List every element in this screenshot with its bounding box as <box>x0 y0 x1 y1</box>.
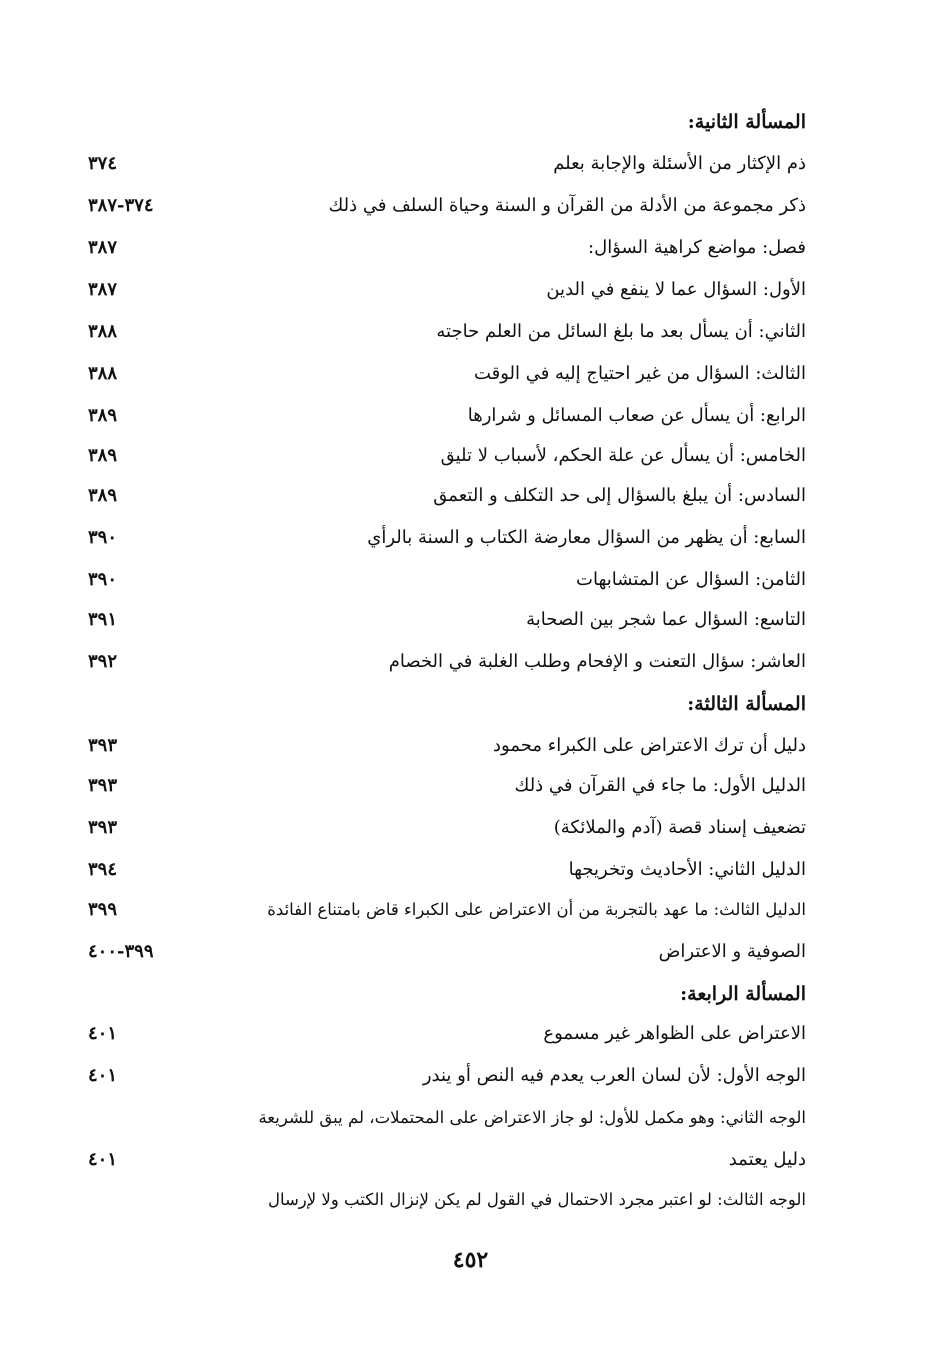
index-entry <box>88 312 806 352</box>
index-entry <box>88 1140 806 1180</box>
entry-title: الدليل الثاني: الأحاديث وتخريجها <box>568 859 806 880</box>
index-entry <box>88 354 806 394</box>
entry-page: ٣٩١ <box>88 609 118 630</box>
entry-title: الأول: السؤال عما لا ينفع في الدين <box>546 279 806 300</box>
entry-page: ٣٧٤-٣٨٧ <box>88 195 154 216</box>
index-entry <box>88 396 806 436</box>
entry-title: الثالث: السؤال من غير احتياج إليه في الوقت <box>473 363 806 384</box>
entry-page: ٣٩٣ <box>88 775 118 796</box>
entry-page: ٣٩٢ <box>88 651 118 672</box>
entry-title: الثاني: أن يسأل بعد ما بلغ السائل من العلم حاجته <box>436 321 806 342</box>
entry-page: ٣٩٩ <box>88 899 118 920</box>
index-entry <box>88 642 806 682</box>
entry-page: ٤٠١ <box>88 1023 118 1044</box>
index-entry <box>88 476 806 516</box>
entry-page: ٣٨٩ <box>88 485 118 506</box>
index-entry <box>88 850 806 890</box>
index-entry <box>88 270 806 310</box>
index-entry <box>88 890 806 930</box>
entry-title: الوجه الأول: لأن لسان العرب يعدم فيه النص أو يندر <box>422 1065 806 1086</box>
entry-page: ٣٩٣ <box>88 817 118 838</box>
entry-page: ٣٩٣ <box>88 735 118 756</box>
entry-page: ٣٨٨ <box>88 321 118 342</box>
entry-title: السابع: أن يظهر من السؤال معارضة الكتاب و السنة بالرأي <box>367 527 806 548</box>
entry-title: الدليل الثالث: ما عهد بالتجربة من أن الاعتراض على الكبراء قاض بامتناع الفائدة <box>267 900 806 919</box>
entry-page: ٣٨٨ <box>88 363 118 384</box>
entry-title: السادس: أن يبلغ بالسؤال إلى حد التكلف و التعمق <box>433 485 806 506</box>
entry-title: الخامس: أن يسأل عن علة الحكم، لأسباب لا تليق <box>440 445 806 466</box>
entry-page: ٣٨٧ <box>88 237 118 258</box>
index-entry <box>88 1014 806 1054</box>
entry-page: ٣٨٩ <box>88 405 118 426</box>
index-entry <box>88 932 806 972</box>
index-entry <box>88 186 806 226</box>
index-entry <box>88 1056 806 1096</box>
entry-page: ٣٩٠ <box>88 527 118 548</box>
entry-title: ذكر مجموعة من الأدلة من القرآن و السنة وحياة السلف في ذلك <box>328 195 806 216</box>
index-entry <box>88 726 806 766</box>
index-entry <box>88 560 806 600</box>
entry-page: ٣٨٧ <box>88 279 118 300</box>
entry-title: الوجه الثالث: لو اعتبر مجرد الاحتمال في القول لم يكن لإنزال الكتب ولا لإرسال <box>267 1190 806 1209</box>
section-heading <box>88 684 806 724</box>
entry-page: ٣٨٩ <box>88 445 118 466</box>
entry-title: الصوفية و الاعتراض <box>658 941 806 962</box>
entry-title: الرابع: أن يسأل عن صعاب المسائل و شرارها <box>467 405 806 426</box>
entry-title: الاعتراض على الظواهر غير مسموع <box>543 1023 806 1044</box>
section-title: المسألة الثانية: <box>687 111 806 133</box>
entry-page: ٣٩٤ <box>88 859 118 880</box>
entry-page: ٤٠١ <box>88 1149 118 1170</box>
index-entry <box>88 1098 806 1138</box>
entry-title: دليل أن ترك الاعتراض على الكبراء محمود <box>493 735 806 756</box>
entry-page: ٣٧٤ <box>88 153 118 174</box>
index-entry <box>88 518 806 558</box>
entry-page: ٤٠١ <box>88 1065 118 1086</box>
index-entry <box>88 144 806 184</box>
index-entry <box>88 766 806 806</box>
index-entry <box>88 1180 806 1220</box>
index-entry <box>88 228 806 268</box>
entry-title: تضعيف إسناد قصة (آدم والملائكة) <box>553 817 806 838</box>
section-title: المسألة الثالثة: <box>687 693 806 715</box>
entry-title: العاشر: سؤال التعنت و الإفحام وطلب الغلبة في الخصام <box>388 651 806 672</box>
entry-title: الدليل الأول: ما جاء في القرآن في ذلك <box>514 775 806 796</box>
section-heading <box>88 974 806 1014</box>
entry-page: ٣٩٠ <box>88 569 118 590</box>
entry-title: دليل يعتمد <box>728 1149 806 1170</box>
index-entry <box>88 808 806 848</box>
section-heading <box>88 102 806 142</box>
page-number: ٤٥٢ <box>452 1247 489 1273</box>
entry-title: ذم الإكثار من الأسئلة والإجابة بعلم <box>553 153 806 174</box>
section-title: المسألة الرابعة: <box>680 983 806 1005</box>
index-entry <box>88 436 806 476</box>
entry-title: التاسع: السؤال عما شجر بين الصحابة <box>526 609 806 630</box>
entry-title: الثامن: السؤال عن المتشابهات <box>576 569 806 590</box>
entry-page: ٣٩٩-٤٠٠ <box>88 941 154 962</box>
entry-title: الوجه الثاني: وهو مكمل للأول: لو جاز الاعتراض على المحتملات، لم يبق للشريعة <box>258 1108 806 1127</box>
entry-title: فصل: مواضع كراهية السؤال: <box>588 237 806 258</box>
index-entry <box>88 600 806 640</box>
